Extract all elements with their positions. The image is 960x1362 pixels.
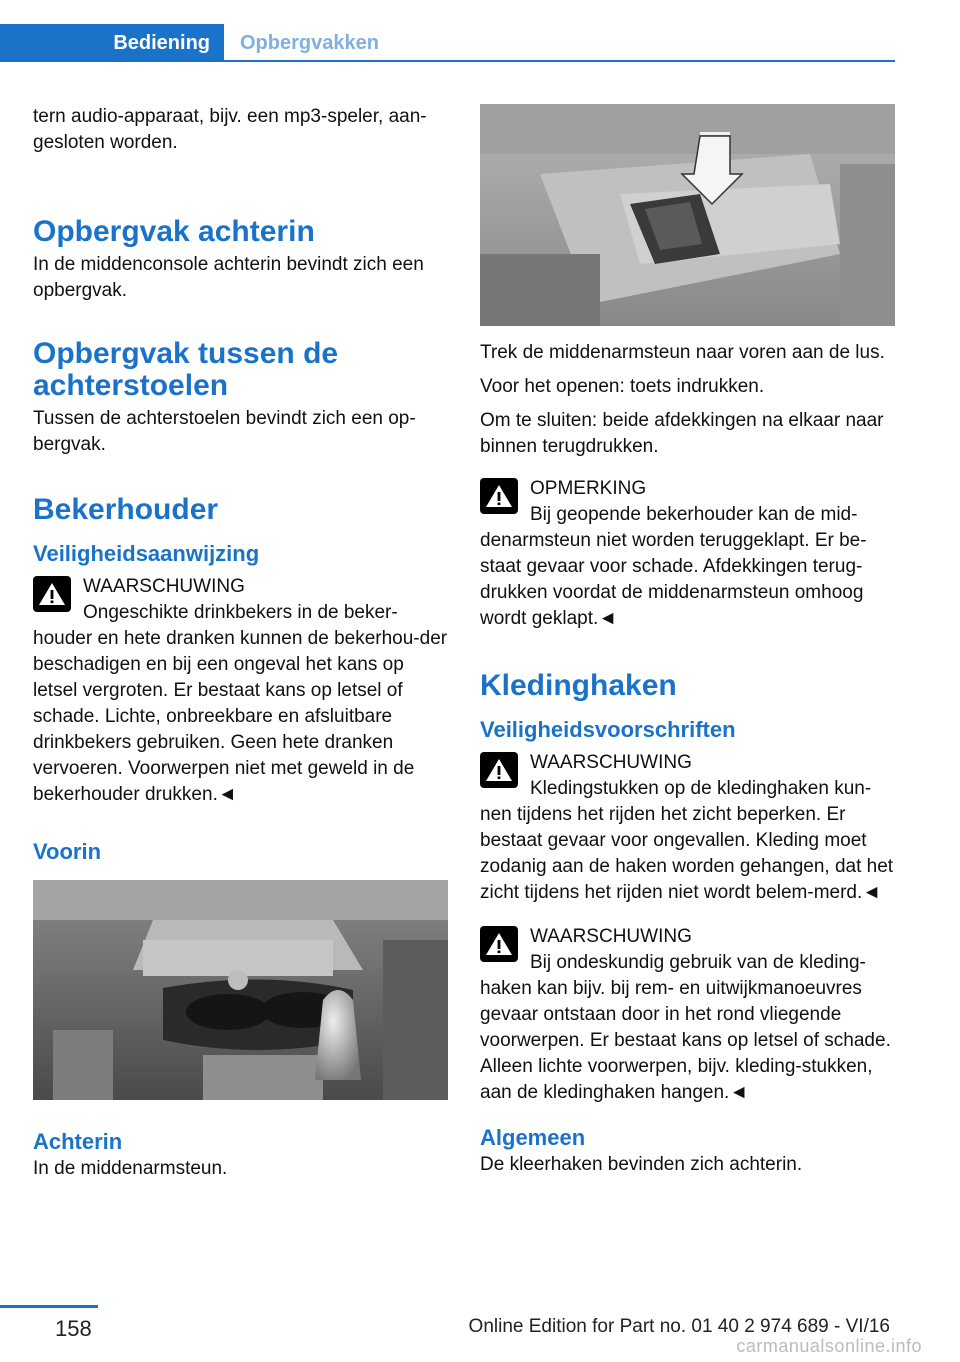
warning-bekerhouder [33, 574, 448, 808]
footer-rule [0, 1305, 98, 1308]
warning-title: WAARSCHUWING [530, 752, 692, 773]
paragraph-achterin: In de middenarmsteun. [33, 1158, 228, 1179]
heading-bekerhouder: Bekerhouder [33, 493, 219, 526]
tab-opbergvakken[interactable]: Opbergvakken [240, 31, 379, 54]
paragraph-algemeen: De kleerhaken bevinden zich achterin. [480, 1154, 803, 1175]
subheading-veiligheidsvoorschriften: Veiligheidsvoorschriften [480, 717, 736, 742]
paragraph-trek: Trek de middenarmsteun naar voren aan de lus. [480, 342, 885, 363]
subheading-veiligheidsaanwijzing: Veiligheidsaanwijzing [33, 541, 260, 566]
warning-title: WAARSCHUWING [530, 926, 692, 947]
paragraph-sluiten: Om te sluiten: beide afdekkingen na elkaar naar binnen terugdrukken. [480, 410, 884, 457]
heading-kledinghaken: Kledinghaken [480, 669, 677, 702]
warning-triangle-icon [480, 752, 518, 788]
header-tabbar [0, 24, 895, 62]
heading-opbergvak-tussen: Opbergvak tussen de achterstoelen [33, 337, 339, 402]
warning-triangle-icon [480, 926, 518, 962]
watermark: carmanualsonline.info [736, 1336, 922, 1356]
warning-text: Ongeschikte drinkbekers in de beker-houder en hete dranken kunnen de bekerhou-der beschadigen en bij een ongeval het kans op letsel vergroten. Er bestaat kans op letsel of schade. Lichte, onbreekbare en afsluitbare drinkbekers gebruiken. Geen hete dranken vervoeren. Voorwerpen niet met geweld in de bekerhouder drukken.◄ [33, 602, 448, 805]
subheading-voorin: Voorin [33, 839, 102, 864]
warning-text: Kledingstukken op de kledinghaken kun-nen tijdens het rijden het zicht beperken. Er bestaat gevaar voor ongevallen. Kleding moet zodanig aan de haken worden gehangen, dat het zicht tijdens het rijden niet wordt belem-merd.◄ [480, 778, 894, 903]
cupholder-rear-photo [480, 104, 895, 326]
page-number: 158 [55, 1316, 92, 1341]
note-text: Bij geopende bekerhouder kan de mid-denarmsteun niet worden teruggeklapt. Er be-staat gevaar voor schade. Afdekkingen terug-drukken voordat de middenarmsteun omhoog wordt geklapt.◄ [480, 504, 867, 629]
paragraph-openen: Voor het openen: toets indrukken. [480, 376, 765, 397]
note-title: OPMERKING [530, 478, 647, 499]
paragraph-opbergvak-tussen: Tussen de achterstoelen bevindt zich een op-bergvak. [33, 408, 416, 455]
header-rule [224, 60, 895, 62]
warning-triangle-icon [33, 576, 71, 612]
edition-note: Online Edition for Part no. 01 40 2 974 689 - VI/16 [468, 1316, 890, 1337]
warning-title: WAARSCHUWING [83, 576, 245, 597]
subheading-achterin: Achterin [33, 1129, 123, 1154]
right-column [480, 104, 895, 1186]
paragraph-opbergvak-achterin: In de middenconsole achterin bevindt zich een opbergvak. [33, 254, 424, 301]
heading-opbergvak-achterin: Opbergvak achterin [33, 215, 315, 248]
note-middenarmsteun [480, 476, 895, 632]
left-column [33, 104, 448, 1190]
tab-bediening[interactable]: Bediening [0, 24, 224, 62]
warning-kledinghaken-zicht [480, 750, 895, 906]
warning-triangle-icon [480, 478, 518, 514]
subheading-algemeen: Algemeen [480, 1125, 586, 1150]
intro-paragraph: tern audio-apparaat, bijv. een mp3-speler, aan-gesloten worden. [33, 106, 427, 153]
warning-kledinghaken-gebruik [480, 924, 895, 1106]
cupholder-front-photo [33, 880, 448, 1100]
warning-text: Bij ondeskundig gebruik van de kleding-haken kan bijv. bij rem- en uitwijkmanoeuvres gevaar ontstaan door in het rond vliegende voorwerpen. Er bestaat kans op letsel of schade. Alleen lichte voorwerpen, bijv. kleding-stukken, aan de kledinghaken hangen.◄ [480, 952, 891, 1103]
